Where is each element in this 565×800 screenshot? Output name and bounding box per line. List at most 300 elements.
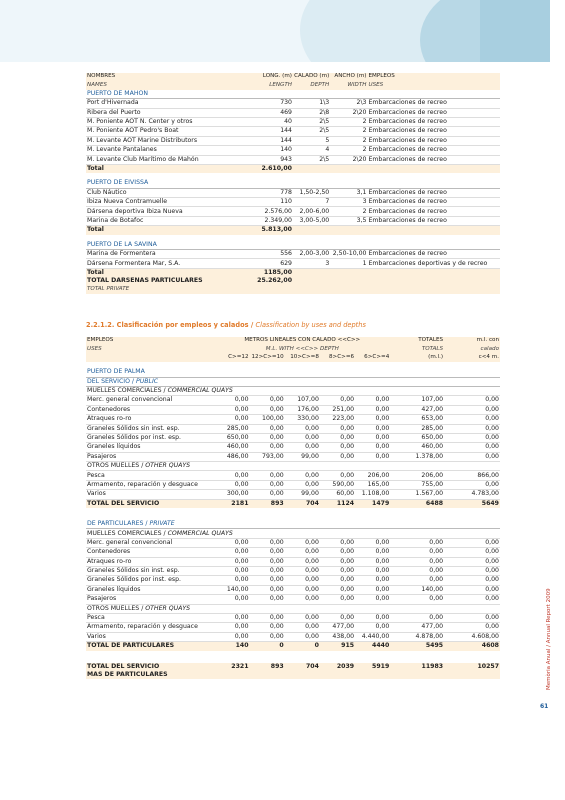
table-cell: Varios xyxy=(86,490,214,499)
table-cell: 0,00 xyxy=(390,566,444,575)
subsection-en: OTHER QUAYS xyxy=(145,604,191,612)
table-cell: 0,00 xyxy=(355,396,390,405)
table-row xyxy=(86,548,500,557)
table-cell: 5 xyxy=(293,136,330,145)
table-cell: 0,00 xyxy=(444,424,500,433)
side-caption xyxy=(546,590,556,690)
table-cell: 0,00 xyxy=(320,576,355,585)
table-cell: 285,00 xyxy=(390,424,444,433)
table-cell: 3,00-5,00 xyxy=(293,216,330,225)
table-cell: 1,50-2,50 xyxy=(293,188,330,197)
table-cell: 704 xyxy=(285,663,320,671)
empty-cell xyxy=(86,354,214,362)
table-cell: 0,00 xyxy=(320,471,355,480)
table-cell: 0,00 xyxy=(285,538,320,547)
table-cell: 2,50-10,00 xyxy=(330,250,367,259)
table-cell: 0,00 xyxy=(250,433,285,442)
separator: / xyxy=(129,377,136,385)
subsection-es: OTROS MUELLES xyxy=(87,462,140,470)
table-cell: 653,00 xyxy=(390,415,444,424)
table-row xyxy=(86,433,500,442)
table-cell: 0,00 xyxy=(355,557,390,566)
table-cell: 4.783,00 xyxy=(444,490,500,499)
table-cell: 2039 xyxy=(320,663,355,671)
table-cell: 5495 xyxy=(390,642,444,651)
table-row xyxy=(86,99,500,108)
port-heading: PUERTO DE EIVISSA xyxy=(86,179,500,188)
column-header: (m.l.) xyxy=(390,354,444,362)
subsection-heading xyxy=(86,529,500,538)
table-cell: 0,00 xyxy=(250,424,285,433)
total-row xyxy=(86,642,500,651)
table-cell: 0,00 xyxy=(250,480,285,489)
table-cell: 0,00 xyxy=(285,548,320,557)
table-cell: 0,00 xyxy=(444,443,500,452)
table-cell: 140,00 xyxy=(214,585,249,594)
table-cell: 0,00 xyxy=(320,613,355,622)
table-cell: 2\20 xyxy=(330,108,367,117)
table-cell: 99,00 xyxy=(285,490,320,499)
table-cell: 2 xyxy=(330,117,367,126)
column-header: DEPTH xyxy=(293,81,330,89)
subsection-heading xyxy=(86,604,500,613)
public-heading-en: PUBLIC xyxy=(136,377,159,385)
table-cell: 893 xyxy=(250,499,285,508)
table-cell: 4.608,00 xyxy=(444,632,500,641)
empty-cell xyxy=(293,226,500,235)
column-header: TOTALS xyxy=(390,345,444,353)
table-cell: 5649 xyxy=(444,499,500,508)
grand-total-row xyxy=(86,277,500,285)
port-heading-row xyxy=(86,90,500,99)
table-cell: 11983 xyxy=(390,663,444,671)
table-cell: Embarcaciones de recreo xyxy=(368,108,501,117)
table-cell: Graneles líquidos xyxy=(86,585,214,594)
table-row xyxy=(86,480,500,489)
subsection-en: COMMERCIAL QUAYS xyxy=(167,387,233,395)
table-cell: Graneles Sólidos por inst. esp. xyxy=(86,576,214,585)
table-cell: 0,00 xyxy=(285,471,320,480)
table-cell: 2,00-3,00 xyxy=(293,250,330,259)
table-cell: 2 xyxy=(330,146,367,155)
table-cell: 3 xyxy=(330,198,367,207)
table-cell: 3 xyxy=(293,259,330,268)
table-cell: M. Levante AOT Marine Distributors xyxy=(86,136,256,145)
table-cell: TOTAL DE PARTICULARES xyxy=(86,642,214,651)
table-cell: 0,00 xyxy=(285,632,320,641)
table-cell: 469 xyxy=(256,108,293,117)
table-cell: 0,00 xyxy=(320,566,355,575)
table-cell: 0,00 xyxy=(285,424,320,433)
column-header: M.L. WITH <<C>> DEPTH xyxy=(214,345,390,353)
table-cell: 0,00 xyxy=(355,595,390,604)
table-cell: 0,00 xyxy=(444,433,500,442)
table-cell: 206,00 xyxy=(355,471,390,480)
table-cell: Pesca xyxy=(86,613,214,622)
column-header: USES xyxy=(368,81,501,89)
column-header: WIDTH xyxy=(330,81,367,89)
table-cell: 2\5 xyxy=(293,117,330,126)
table-row xyxy=(86,415,500,424)
table-cell: 0,00 xyxy=(214,557,249,566)
column-header: C>=12 xyxy=(214,354,249,362)
table-cell: 0 xyxy=(250,642,285,651)
table-cell: Contenedores xyxy=(86,405,214,414)
table-cell: 0,00 xyxy=(285,480,320,489)
table-cell: 0,00 xyxy=(444,585,500,594)
table-cell: Pasajeros xyxy=(86,452,214,461)
table-row xyxy=(86,538,500,547)
table-cell: 755,00 xyxy=(390,480,444,489)
table-cell: 0,00 xyxy=(285,595,320,604)
table-cell: Embarcaciones deportivas y de recreo xyxy=(368,259,501,268)
table-cell: 0,00 xyxy=(285,557,320,566)
table-cell: 0,00 xyxy=(390,613,444,622)
table-row xyxy=(86,250,500,259)
port-heading xyxy=(86,368,500,377)
table-cell: Embarcaciones de recreo xyxy=(368,127,501,136)
column-header: 6>C>=4 xyxy=(355,354,390,362)
column-header: c<4 m. xyxy=(444,354,500,362)
table-cell: 107,00 xyxy=(285,396,320,405)
table-cell: 0,00 xyxy=(250,576,285,585)
table-cell: Varios xyxy=(86,632,214,641)
table-row xyxy=(86,443,500,452)
subsection-row xyxy=(86,529,500,538)
table-cell: 0,00 xyxy=(320,538,355,547)
table-cell: 730 xyxy=(256,99,293,108)
column-header: CALADO (m) xyxy=(294,73,330,80)
total-row xyxy=(86,268,500,277)
table-cell: 477,00 xyxy=(390,623,444,632)
table-cell: Embarcaciones de recreo xyxy=(368,117,501,126)
table-cell: 0,00 xyxy=(390,557,444,566)
column-header: EMPLEOS xyxy=(368,73,501,81)
table-cell: 0,00 xyxy=(214,548,249,557)
table-cell: 0,00 xyxy=(250,405,285,414)
table-cell: Atraques ro-ro xyxy=(86,557,214,566)
marinas-table xyxy=(86,73,500,294)
table-cell: 223,00 xyxy=(320,415,355,424)
table-cell: 0,00 xyxy=(250,490,285,499)
table-cell: 2 xyxy=(330,136,367,145)
table-cell: 0,00 xyxy=(250,471,285,480)
page-number: 61 xyxy=(540,703,549,710)
subsection-es: MUELLES COMERCIALES xyxy=(87,387,162,395)
table-cell: TOTAL DEL SERVICIO xyxy=(86,499,214,508)
uses-depths-table xyxy=(86,337,500,679)
table-cell: Armamento, reparación y desguace xyxy=(86,623,214,632)
table-cell: Embarcaciones de recreo xyxy=(368,207,501,216)
column-header: METROS LINEALES CON CALADO <<C>> xyxy=(214,337,390,345)
table-cell: 1.378,00 xyxy=(390,452,444,461)
table-cell: 486,00 xyxy=(214,452,249,461)
column-header: m.l. con xyxy=(444,337,500,345)
table-cell: 704 xyxy=(285,499,320,508)
table-cell: 4608 xyxy=(444,642,500,651)
table-cell: 0,00 xyxy=(390,548,444,557)
table-cell: 0,00 xyxy=(214,538,249,547)
table-row xyxy=(86,108,500,117)
table-cell: 4 xyxy=(293,146,330,155)
header-row xyxy=(86,354,500,362)
table-cell: Embarcaciones de recreo xyxy=(368,198,501,207)
table-row xyxy=(86,623,500,632)
section-title-en: Classification by uses and depths xyxy=(255,321,366,329)
table-cell: 0,00 xyxy=(250,595,285,604)
table-row xyxy=(86,576,500,585)
table-cell: 0,00 xyxy=(444,452,500,461)
grand-total-row xyxy=(86,671,500,679)
table-row xyxy=(86,471,500,480)
table-cell: 0,00 xyxy=(250,557,285,566)
column-header: 12>C>=10 xyxy=(251,354,284,361)
table-row xyxy=(86,405,500,414)
table-row xyxy=(86,259,500,268)
column-header: TOTALES xyxy=(390,337,444,345)
table-cell: Graneles Sólidos sin inst. esp. xyxy=(86,566,214,575)
table-cell: 0,00 xyxy=(250,396,285,405)
table-row xyxy=(86,146,500,155)
table-cell: 0,00 xyxy=(444,415,500,424)
table-cell: 0,00 xyxy=(355,566,390,575)
table-cell: 0,00 xyxy=(355,538,390,547)
table-cell: Embarcaciones de recreo xyxy=(368,188,501,197)
table-cell: 0,00 xyxy=(444,480,500,489)
table-cell: 2321 xyxy=(214,663,249,671)
table-cell: 4.440,00 xyxy=(355,632,390,641)
subsection-es: MUELLES COMERCIALES xyxy=(87,529,162,537)
table-cell: 0,00 xyxy=(250,443,285,452)
table-cell: M. Levante Pantalanes xyxy=(86,146,256,155)
header-banner xyxy=(0,0,550,62)
table-cell: 0,00 xyxy=(214,415,249,424)
total-row xyxy=(86,164,500,173)
table-cell: 0,00 xyxy=(285,623,320,632)
separator: / xyxy=(139,604,146,612)
table-cell: Embarcaciones de recreo xyxy=(368,155,501,164)
column-header: EMPLEOS xyxy=(86,337,214,345)
table-cell: Armamento, reparación y desguace xyxy=(86,480,214,489)
table-cell: 0,00 xyxy=(214,405,249,414)
table-cell: 0,00 xyxy=(214,632,249,641)
empty-cell xyxy=(293,277,500,285)
table-cell: 6488 xyxy=(390,499,444,508)
table-cell: Embarcaciones de recreo xyxy=(368,250,501,259)
table-cell: Embarcaciones de recreo xyxy=(368,136,501,145)
table-row xyxy=(86,136,500,145)
port-heading-row xyxy=(86,241,500,250)
column-header: 10>C>=8 xyxy=(285,354,320,362)
table-row xyxy=(86,566,500,575)
table-cell: Embarcaciones de recreo xyxy=(368,146,501,155)
port-heading: PUERTO DE LA SAVINA xyxy=(86,241,500,250)
table-cell: Dársena deportiva Ibiza Nueva xyxy=(86,207,256,216)
table-cell: Graneles Sólidos sin inst. esp. xyxy=(86,424,214,433)
table-cell: 4440 xyxy=(355,642,390,651)
table-cell: 0,00 xyxy=(320,548,355,557)
subsection-heading xyxy=(86,462,500,471)
column-header: calado xyxy=(444,345,500,353)
table-cell: 0,00 xyxy=(320,424,355,433)
table-cell: 0,00 xyxy=(320,433,355,442)
table-cell: 140 xyxy=(256,146,293,155)
total-label: Total xyxy=(86,268,256,277)
table-cell: 0 xyxy=(285,642,320,651)
table-cell: 0,00 xyxy=(444,548,500,557)
table-cell: 0,00 xyxy=(355,585,390,594)
table-cell: 0,00 xyxy=(355,576,390,585)
table-cell: 0,00 xyxy=(320,585,355,594)
table-cell: 590,00 xyxy=(320,480,355,489)
section-title-es: Clasificación por empleos y calados xyxy=(116,321,249,329)
table-cell: 0,00 xyxy=(214,595,249,604)
grand-total-label: TOTAL DARSENAS PARTICULARES xyxy=(86,277,256,285)
grand-total-en: TOTAL PRIVATE xyxy=(86,286,500,294)
column-header: LENGTH xyxy=(256,81,293,89)
table-cell: 0,00 xyxy=(355,548,390,557)
table-cell: 0,00 xyxy=(444,576,500,585)
table-cell: 0,00 xyxy=(390,576,444,585)
table-cell: Dársena Formentera Mar, S.A. xyxy=(86,259,256,268)
table-cell: 140,00 xyxy=(390,585,444,594)
table-cell: 438,00 xyxy=(320,632,355,641)
table-cell: 0,00 xyxy=(320,595,355,604)
total-row xyxy=(86,226,500,235)
separator: / xyxy=(161,387,168,395)
table-cell: 7 xyxy=(293,198,330,207)
table-cell: 110 xyxy=(256,198,293,207)
table-cell: 0,00 xyxy=(285,433,320,442)
table-cell: 2,00-6,00 xyxy=(293,207,330,216)
grand-total-label: MAS DE PARTICULARES xyxy=(86,671,500,679)
table-cell: Graneles Sólidos por inst. esp. xyxy=(86,433,214,442)
table-cell: 206,00 xyxy=(390,471,444,480)
public-heading xyxy=(86,377,500,386)
table-row xyxy=(86,585,500,594)
table-cell: 300,00 xyxy=(214,490,249,499)
table-cell: 893 xyxy=(250,663,285,671)
table-cell: 866,00 xyxy=(444,471,500,480)
table-cell: 2 xyxy=(330,207,367,216)
table-cell: Embarcaciones de recreo xyxy=(368,216,501,225)
table-cell: 0,00 xyxy=(320,557,355,566)
table-cell: 5919 xyxy=(355,663,390,671)
table-row xyxy=(86,127,500,136)
table-cell: 144 xyxy=(256,127,293,136)
empty-cell xyxy=(293,164,500,173)
table-cell: 0,00 xyxy=(285,576,320,585)
table-row xyxy=(86,424,500,433)
total-value: 5.813,00 xyxy=(256,226,293,235)
table-cell: 330,00 xyxy=(285,415,320,424)
grand-total-row xyxy=(86,663,500,671)
table-cell: 915 xyxy=(320,642,355,651)
table-cell: 427,00 xyxy=(390,405,444,414)
subsection-es: OTROS MUELLES xyxy=(87,604,140,612)
table-cell: 3,1 xyxy=(330,188,367,197)
table-cell: 176,00 xyxy=(285,405,320,414)
table-row xyxy=(86,396,500,405)
header-row xyxy=(86,81,500,89)
table-cell: 2 xyxy=(330,127,367,136)
table-cell: 3,5 xyxy=(330,216,367,225)
table-cell: 0,00 xyxy=(444,557,500,566)
table-cell: 0,00 xyxy=(250,632,285,641)
column-header: LONG. (m) xyxy=(256,73,293,81)
table-cell: 0,00 xyxy=(285,585,320,594)
grand-total-value: 25.262,00 xyxy=(257,277,292,285)
table-cell: 556 xyxy=(256,250,293,259)
port-heading: PUERTO DE MAHÓN xyxy=(86,90,500,99)
banner-shape xyxy=(480,0,550,62)
table-cell: 2.576,00 xyxy=(256,207,293,216)
subsection-row xyxy=(86,462,500,471)
table-cell: 0,00 xyxy=(250,623,285,632)
table-cell: Marina de Formentera xyxy=(86,250,256,259)
table-cell: 0,00 xyxy=(250,538,285,547)
private-heading xyxy=(86,520,500,529)
table-row xyxy=(86,216,500,225)
port-heading-row xyxy=(86,179,500,188)
subsection-heading xyxy=(86,386,500,395)
table-cell: 793,00 xyxy=(250,452,285,461)
table-cell: 40 xyxy=(256,117,293,126)
table-cell: Pasajeros xyxy=(86,595,214,604)
table-cell: 460,00 xyxy=(390,443,444,452)
table-cell: Ribera del Puerto xyxy=(86,108,256,117)
table-cell: 650,00 xyxy=(390,433,444,442)
empty-cell xyxy=(293,268,500,277)
table-cell: 0,00 xyxy=(214,576,249,585)
table-cell: 2\3 xyxy=(330,99,367,108)
table-cell: 0,00 xyxy=(285,613,320,622)
private-heading xyxy=(86,520,500,529)
table-cell: 943 xyxy=(256,155,293,164)
separator: / xyxy=(161,529,168,537)
table-cell: 650,00 xyxy=(214,433,249,442)
table-cell: 0,00 xyxy=(214,396,249,405)
table-cell: 0,00 xyxy=(444,595,500,604)
table-row xyxy=(86,117,500,126)
total-row xyxy=(86,499,500,508)
subsection-en: COMMERCIAL QUAYS xyxy=(167,529,233,537)
table-row xyxy=(86,207,500,216)
public-heading-es: DEL SERVICIO xyxy=(87,377,130,385)
table-cell: Ibiza Nueva Contramuelle xyxy=(86,198,256,207)
table-cell: 629 xyxy=(256,259,293,268)
column-header: USES xyxy=(86,345,214,353)
table-cell: 285,00 xyxy=(214,424,249,433)
table-cell: 0,00 xyxy=(444,405,500,414)
table-cell: Marina de Botafoc xyxy=(86,216,256,225)
table-cell: 0,00 xyxy=(355,424,390,433)
table-row xyxy=(86,452,500,461)
private-heading-en: PRIVATE xyxy=(149,520,175,528)
separator: / xyxy=(139,462,146,470)
table-cell: 2\20 xyxy=(330,155,367,164)
table-cell: 1.567,00 xyxy=(390,490,444,499)
table-cell: 165,00 xyxy=(355,480,390,489)
table-cell: Contenedores xyxy=(86,548,214,557)
table-row xyxy=(86,613,500,622)
column-header: NOMBRES xyxy=(86,73,256,81)
table-row xyxy=(86,557,500,566)
table-cell: M. Poniente AOT Pedro's Boat xyxy=(86,127,256,136)
port-heading-es: PUERTO DE PALMA xyxy=(87,368,145,376)
total-value: 2.610,00 xyxy=(256,164,293,173)
table-cell: M. Poniente AOT N. Center y otros xyxy=(86,117,256,126)
